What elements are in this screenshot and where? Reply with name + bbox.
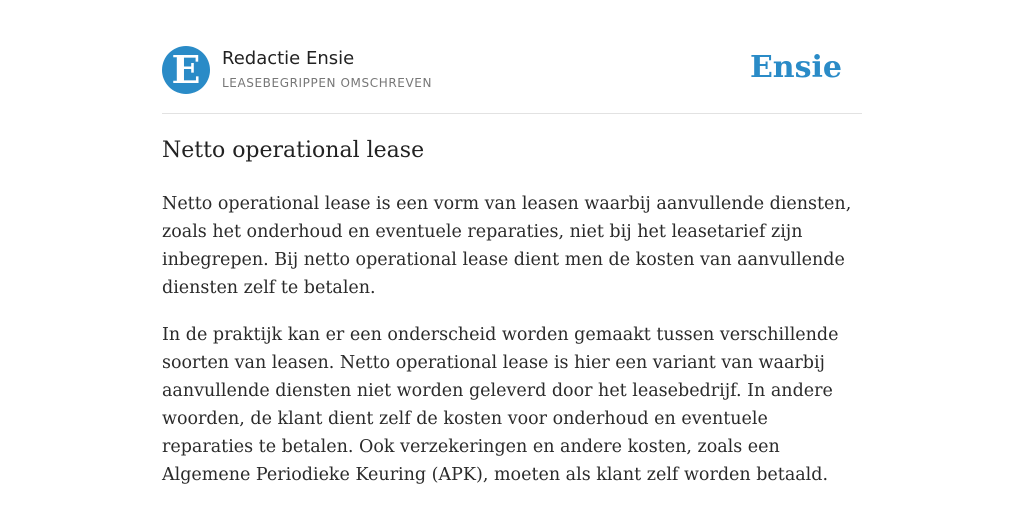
avatar[interactable]: E [162,46,210,94]
category-label[interactable]: LEASEBEGRIPPEN OMSCHREVEN [222,76,433,90]
author-name[interactable]: Redactie Ensie [222,48,355,69]
divider [162,113,862,114]
page-title: Netto operational lease [162,138,425,163]
paragraph: Netto operational lease is een vorm van leasen waarbij aanvullende diensten, zoals het onderhoud en eventuele reparaties, niet bij het leasetarief zijn inbegrepen. Bij netto operational lease dient men de kosten van aanvullende diensten zelf te betalen. [162,194,852,298]
ensie-logo[interactable]: Ensie [749,50,842,85]
article-body [162,190,862,508]
header [162,46,862,96]
paragraph: In de praktijk kan er een onderscheid worden gemaakt tussen verschillende soorten van leasen. Netto operational lease is hier een variant van waarbij aanvullende diensten niet worden geleverd door het leasebedrijf. In andere woorden, de klant dient zelf de kosten voor onderhoud en eventuele reparaties te betalen. Ook verzekeringen en andere kosten, zoals een Algemene Periodieke Keuring (APK), moeten als klant zelf worden betaald. [162,325,839,485]
